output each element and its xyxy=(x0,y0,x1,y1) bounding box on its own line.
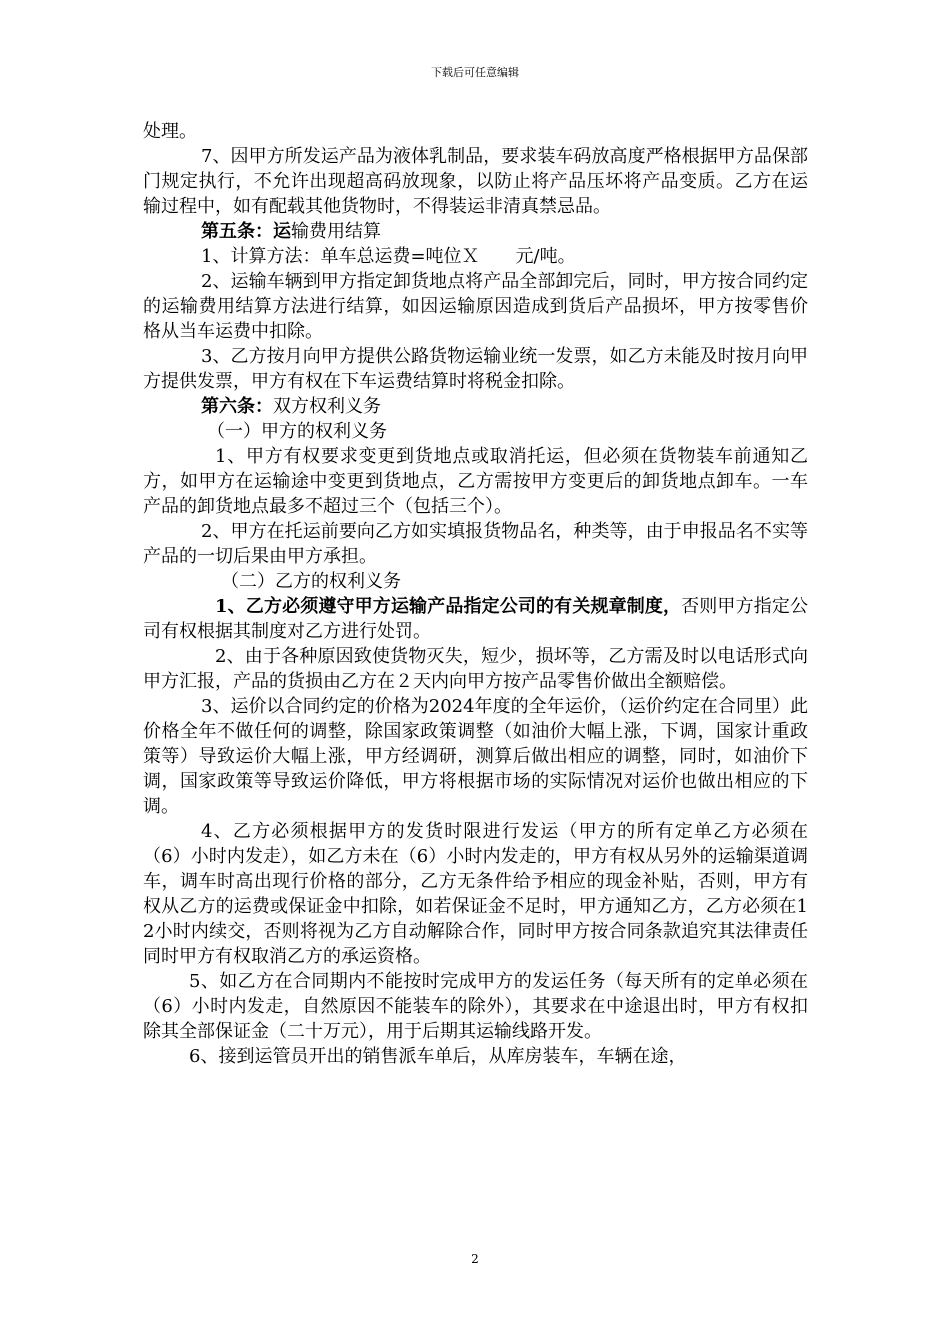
paragraph-party-b-6: 6、接到运管员开出的销售派车单后，从库房装车，车辆在途， xyxy=(189,1046,687,1067)
paragraph-party-b-1 xyxy=(143,594,808,644)
section-5-heading-rest: 输费用结算 xyxy=(291,221,381,242)
paragraph-fee-1: 1、计算方法：单车总运费=吨位Ｘ 元/吨。 xyxy=(201,246,576,267)
page-header-note: 下载后可任意编辑 xyxy=(431,66,519,79)
paragraph-item-7: 7、因甲方所发运产品为液体乳制品，要求装车码放高度严格根据甲方品保部门规定执行，不允许出现超高码放现象，以防止将产品压坏将产品变质。乙方在运输过程中，如有配载其他货物时，不得装运非清真禁忌品。 xyxy=(143,146,808,217)
subsection-party-a: （一）甲方的权利义务 xyxy=(207,421,387,442)
section-6-heading-bold: 第六条： xyxy=(201,396,273,417)
section-6-heading xyxy=(143,394,808,419)
paragraph-party-a-2: 2、甲方在托运前要向乙方如实填报货物品名，种类等，由于申报品名不实等产品的一切后果由甲方承担。 xyxy=(143,521,808,567)
paragraph-continued: 处理。 xyxy=(143,121,197,142)
section-5-heading-bold: 第五条：运 xyxy=(201,221,291,242)
section-5-heading xyxy=(143,219,808,244)
subsection-party-b: （二）乙方的权利义务 xyxy=(221,571,401,592)
document-body xyxy=(143,119,808,1069)
page-number: 2 xyxy=(471,1252,479,1266)
paragraph-party-b-5: 5、如乙方在合同期内不能按时完成甲方的发运任务（每天所有的定单必须在（6）小时内发走，自然原因不能装车的除外），其要求在中途退出时，甲方有权扣除其全部保证金（二十万元），用于后期其运输线路开发。 xyxy=(143,971,808,1042)
paragraph-party-b-1-rest: 否则甲方指定公司有权根据其制度对乙方进行处罚。 xyxy=(143,596,808,642)
paragraph-party-b-2: 2、由于各种原因致使货物灭失，短少，损坏等，乙方需及时以电话形式向甲方汇报，产品的货损由乙方在２天内向甲方按产品零售价做出全额赔偿。 xyxy=(143,646,808,692)
paragraph-party-b-3: 3、运价以合同约定的价格为2024年度的全年运价，（运价约定在合同里）此价格全年不做任何的调整，除国家政策调整（如油价大幅上涨，下调，国家计重政策等）导致运价大幅上涨，甲方经调研，测算后做出相应的调整，同时，如油价下调，国家政策等导致运价降低，甲方将根据市场的实际情况对运价也做出相应的下调。 xyxy=(143,696,808,817)
paragraph-party-b-4: 4、乙方必须根据甲方的发货时限进行发运（甲方的所有定单乙方必须在（6）小时内发走），如乙方未在（6）小时内发走的，甲方有权从另外的运输渠道调车，调车时高出现行价格的部分，乙方无条件给予相应的现金补贴，否则，甲方有权从乙方的运费或保证金中扣除，如若保证金不足时，甲方通知乙方，乙方必须在12小时内续交，否则将视为乙方自动解除合作，同时甲方按合同条款追究其法律责任同时甲方有权取消乙方的承运资格。 xyxy=(143,821,808,967)
paragraph-fee-2: 2、运输车辆到甲方指定卸货地点将产品全部卸完后，同时，甲方按合同约定的运输费用结算方法进行结算，如因运输原因造成到货后产品损坏，甲方按零售价格从当车运费中扣除。 xyxy=(143,271,808,342)
paragraph-party-a-1: 1、甲方有权要求变更到货地点或取消托运，但必须在货物装车前通知乙方，如甲方在运输途中变更到货地点，乙方需按甲方变更后的卸货地点卸车。一车产品的卸货地点最多不超过三个（包括三个）。 xyxy=(143,446,808,517)
paragraph-party-b-1-bold: 1、乙方必须遵守甲方运输产品指定公司的有关规章制度， xyxy=(215,596,682,617)
section-6-heading-rest: 双方权利义务 xyxy=(273,396,381,417)
paragraph-fee-3: 3、乙方按月向甲方提供公路货物运输业统一发票，如乙方未能及时按月向甲方提供发票，甲方有权在下车运费结算时将税金扣除。 xyxy=(143,346,808,392)
